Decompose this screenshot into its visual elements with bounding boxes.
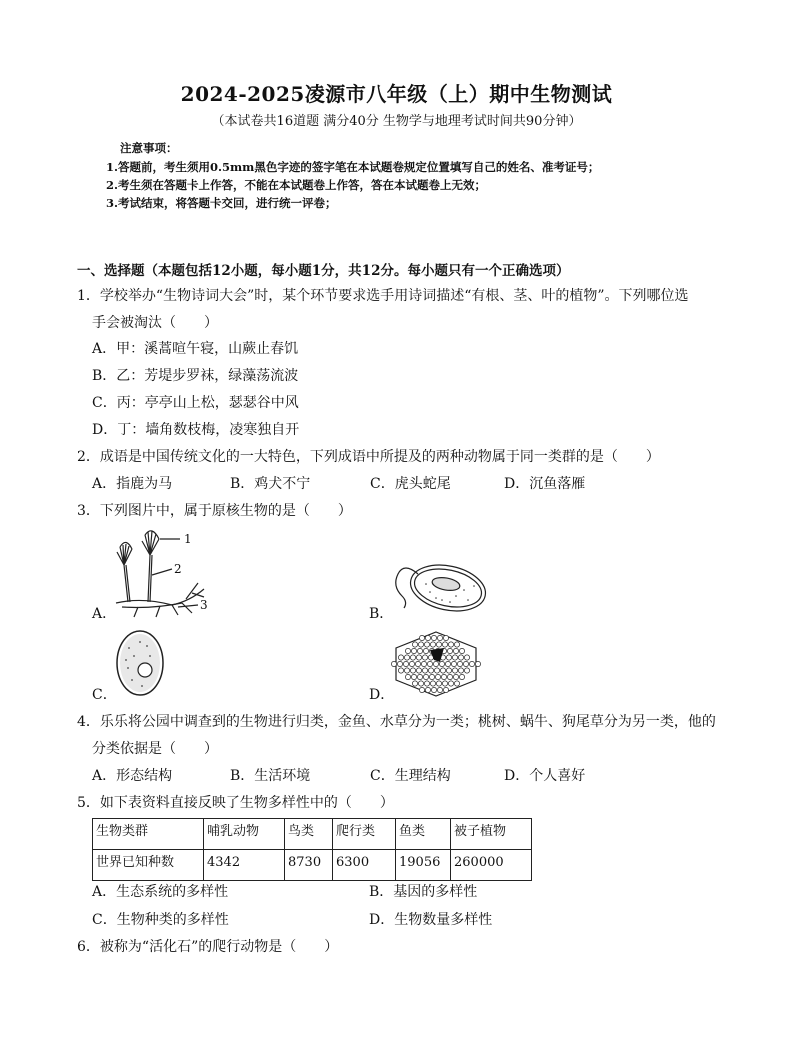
table-cell: 被子植物 <box>451 819 532 850</box>
q3-option-c[interactable]: C． <box>92 687 117 703</box>
q1-option-d[interactable]: D．丁：墙角数枝梅，凌寒独自开 <box>92 422 300 438</box>
q5-option-b[interactable]: B．基因的多样性 <box>369 884 478 900</box>
q4-stem: 4．乐乐将公园中调查到的生物进行归类，金鱼、水草分为一类；桃树、蜗牛、狗尾草分为另一类，他的 <box>77 714 716 730</box>
fig-label-1: 1 <box>184 532 192 546</box>
section-heading: 一、选择题（本题包括12小题，每小题1分，共12分。每小题只有一个正确选项） <box>77 263 570 279</box>
table-cell: 鱼类 <box>396 819 451 850</box>
notice-heading: 注意事项： <box>120 141 178 155</box>
q2-option-d[interactable]: D．沉鱼落雁 <box>504 476 586 492</box>
bacterium-figure <box>390 556 490 618</box>
notice-item-3: 3.考试结束，将答题卡交回，进行统一评卷； <box>106 196 337 210</box>
table-cell: 世界已知种数 <box>93 850 204 881</box>
q2-option-c[interactable]: C．虎头蛇尾 <box>370 476 451 492</box>
virus-figure <box>390 630 482 698</box>
table-header-row <box>93 819 532 850</box>
q5-option-d[interactable]: D．生物数量多样性 <box>369 912 493 928</box>
table-cell: 生物类群 <box>93 819 204 850</box>
notice-item-1: 1.答题前，考生须用0.5mm黑色字迹的签字笔在本试题卷规定位置填写自己的姓名、准考证号； <box>106 160 600 174</box>
q1-option-b[interactable]: B．乙：芳堤步罗袜，绿藻荡流波 <box>92 368 299 384</box>
q2-option-b[interactable]: B．鸡犬不宁 <box>230 476 311 492</box>
q6-stem: 6．被称为“活化石”的爬行动物是（ ） <box>77 939 339 955</box>
notice-item-2: 2.考生须在答题卡上作答，不能在本试题卷上作答，答在本试题卷上无效； <box>106 178 487 192</box>
q2-stem: 2．成语是中国传统文化的一大特色，下列成语中所提及的两种动物属于同一类群的是（ ） <box>77 449 660 465</box>
q4-option-c[interactable]: C．生理结构 <box>370 768 451 784</box>
q3-option-a[interactable]: A． <box>92 606 117 622</box>
fig-label-2: 2 <box>174 562 182 576</box>
page-title: 2024-2025凌源市八年级（上）期中生物测试 <box>180 82 613 106</box>
mushroom-mold-figure <box>112 527 218 619</box>
q1-stem: 1．学校举办“生物诗词大会”时，某个环节要求选手用诗词描述“有根、茎、叶的植物”。下列哪位选 <box>77 288 689 304</box>
q4-stem-cont: 分类依据是（ ） <box>92 741 218 757</box>
fig-label-3: 3 <box>200 598 208 612</box>
table-row <box>93 850 532 881</box>
exam-subtitle: （本试卷共16道题 满分40分 生物学与地理考试时间共90分钟） <box>211 114 582 129</box>
table-cell: 19056 <box>396 850 451 881</box>
q4-option-d[interactable]: D．个人喜好 <box>504 768 586 784</box>
species-count-table <box>92 818 532 881</box>
q5-option-a[interactable]: A．生态系统的多样性 <box>92 884 229 900</box>
q5-option-c[interactable]: C．生物种类的多样性 <box>92 912 229 928</box>
q4-option-b[interactable]: B．生活环境 <box>230 768 311 784</box>
table-cell: 4342 <box>204 850 285 881</box>
q1-option-a[interactable]: A．甲：溪蒿喧午寝，山蕨止春饥 <box>92 341 299 357</box>
table-cell: 260000 <box>451 850 532 881</box>
table-cell: 6300 <box>333 850 396 881</box>
q3-option-b[interactable]: B． <box>369 606 394 622</box>
table-cell: 哺乳动物 <box>204 819 285 850</box>
table-cell: 爬行类 <box>333 819 396 850</box>
yeast-cell-figure <box>114 628 166 698</box>
table-cell: 鸟类 <box>285 819 333 850</box>
table-cell: 8730 <box>285 850 333 881</box>
q1-option-c[interactable]: C．丙：亭亭山上松，瑟瑟谷中风 <box>92 395 299 411</box>
q1-stem-cont: 手会被淘汰（ ） <box>92 315 218 331</box>
q3-option-d[interactable]: D． <box>369 687 395 703</box>
q4-option-a[interactable]: A．形态结构 <box>92 768 173 784</box>
q3-stem: 3．下列图片中，属于原核生物的是（ ） <box>77 503 352 519</box>
q5-stem: 5．如下表资料直接反映了生物多样性中的（ ） <box>77 795 394 811</box>
q2-option-a[interactable]: A．指鹿为马 <box>92 476 173 492</box>
